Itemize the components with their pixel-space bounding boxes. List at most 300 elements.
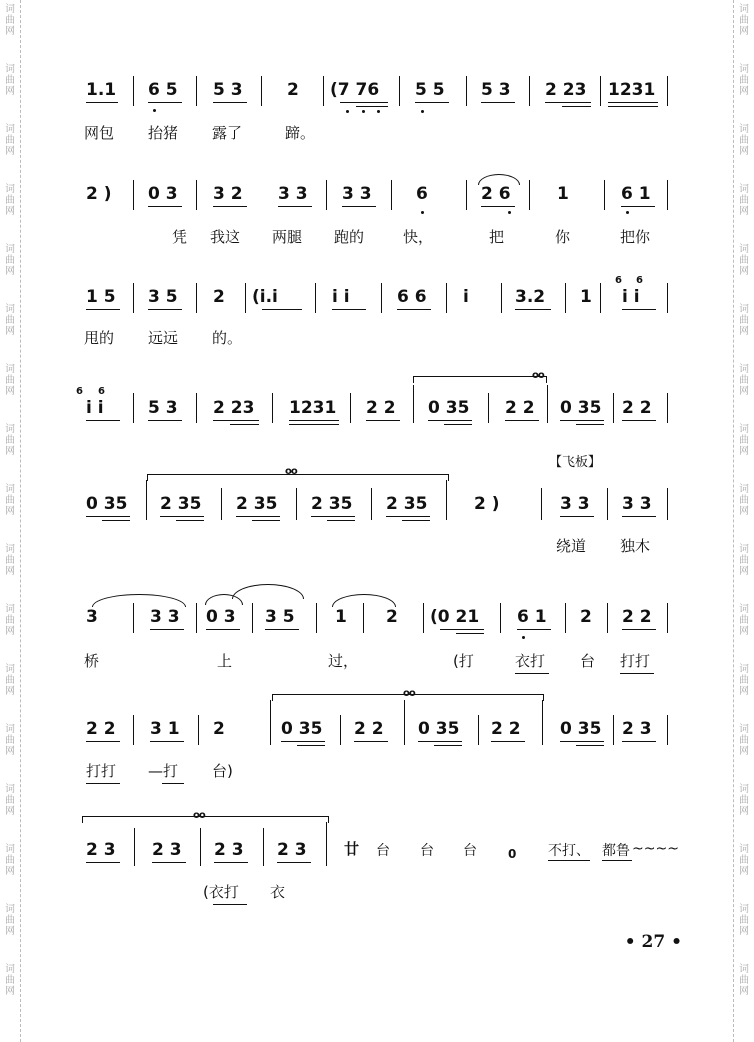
note-group: 2 2: [505, 398, 535, 418]
note-group: 3 3: [622, 494, 652, 514]
watermark-stamp: 词 曲 网: [5, 364, 15, 397]
note-group: (i.i: [252, 287, 278, 307]
note-group: (0 21: [430, 607, 480, 627]
note-group: 2: [213, 719, 225, 739]
note-group: 2 3: [277, 840, 307, 860]
lyric: 远远: [148, 329, 179, 347]
barline: [667, 715, 668, 745]
underline: [456, 633, 484, 634]
barline: [133, 180, 134, 210]
watermark-stamp: 词 曲 网: [739, 364, 749, 397]
note-group: 2 ): [86, 184, 112, 204]
lyric: 上: [217, 652, 233, 670]
note-group: 1.1: [86, 80, 117, 100]
barline: [466, 76, 467, 106]
note-group: 1: [557, 184, 569, 204]
lyric: 独木: [620, 537, 651, 555]
underline: [354, 741, 388, 742]
barline: [245, 283, 246, 313]
watermark-stamp: 词 曲 网: [739, 904, 749, 937]
barline: [196, 393, 197, 423]
underline: [86, 862, 120, 863]
tremolo-wave: ~~~~: [632, 841, 679, 857]
lyric: 把: [489, 228, 505, 246]
watermark-stamp: 词 曲 网: [739, 964, 749, 997]
barline: [133, 283, 134, 313]
watermark-stamp: 词 曲 网: [739, 124, 749, 157]
underline: [517, 629, 551, 630]
lyric: 绕道: [556, 537, 587, 555]
percussion-mark: 不打、: [548, 843, 590, 859]
right-watermark-strip: [732, 0, 754, 1042]
watermark-stamp: 词 曲 网: [5, 964, 15, 997]
note-group: 0 3: [206, 607, 236, 627]
underline: [622, 741, 656, 742]
lyric: 跑的: [334, 228, 365, 246]
barline: [381, 283, 382, 313]
barline: [607, 603, 608, 633]
watermark-stamp: 词 曲 网: [739, 604, 749, 637]
underline: [162, 783, 184, 784]
note-group: 1231: [608, 80, 656, 100]
note-group: 2 35: [236, 494, 278, 514]
low-octave-dot: [421, 211, 424, 214]
barline: [500, 603, 501, 633]
note-group: 1 5: [86, 287, 116, 307]
note-group: 3 5: [265, 607, 295, 627]
lyric: 甩的: [84, 329, 115, 347]
barline: [196, 180, 197, 210]
underline: [576, 745, 604, 746]
underline: [86, 102, 118, 103]
repeat-bracket: [147, 474, 449, 481]
barline: [252, 603, 253, 633]
lyric: 快，: [403, 228, 434, 246]
barline: [200, 828, 201, 866]
barline: [296, 488, 297, 520]
underline: [562, 106, 591, 107]
watermark-stamp: 词 曲 网: [739, 304, 749, 337]
note-group: i i: [332, 287, 350, 307]
underline: [148, 102, 182, 103]
note-group: 6 1: [621, 184, 651, 204]
barline: [547, 385, 548, 423]
note-group: 2 2: [622, 607, 652, 627]
watermark-stamp: 词 曲 网: [5, 484, 15, 517]
note-group: 2 3: [622, 719, 652, 739]
underline: [560, 516, 594, 517]
underline: [602, 860, 632, 861]
barline: [371, 488, 372, 520]
note-group: i: [463, 287, 469, 307]
barline: [133, 393, 134, 423]
barline: [542, 700, 543, 745]
barline: [221, 488, 222, 520]
watermark-stamp: 词 曲 网: [5, 244, 15, 277]
underline: [148, 309, 182, 310]
underline: [621, 206, 655, 207]
underline: [515, 309, 551, 310]
lyric: 台): [212, 762, 233, 780]
note-group: 1: [580, 287, 592, 307]
note-group: 2: [580, 607, 592, 627]
note-group: 6 5: [148, 80, 178, 100]
watermark-stamp: 词 曲 网: [5, 4, 15, 37]
watermark-stamp: 词 曲 网: [5, 724, 15, 757]
watermark-stamp: 词 曲 网: [739, 544, 749, 577]
watermark-stamp: 词 曲 网: [5, 664, 15, 697]
lyric: 网包: [84, 124, 115, 142]
section-label: 【飞板】: [549, 455, 602, 470]
lyric: 桥: [84, 652, 100, 670]
note-group: 2 2: [354, 719, 384, 739]
note-group: 2 2: [366, 398, 396, 418]
watermark-stamp: 词 曲 网: [5, 604, 15, 637]
repeat-sign: oo: [403, 688, 415, 699]
watermark-stamp: 词 曲 网: [739, 784, 749, 817]
underline: [262, 309, 302, 310]
underline: [418, 741, 462, 742]
underline: [342, 206, 376, 207]
barline: [340, 715, 341, 745]
barline: [134, 828, 135, 866]
note-group: 0 3: [148, 184, 178, 204]
low-octave-dot: [153, 109, 156, 112]
note-group: 5 3: [148, 398, 178, 418]
underline: [415, 102, 449, 103]
note-group: 2 3: [86, 840, 116, 860]
barline: [446, 283, 447, 313]
barline: [604, 180, 605, 210]
underline: [397, 309, 431, 310]
note-group: 2 2: [622, 398, 652, 418]
grace-note: 6: [98, 386, 105, 397]
barline: [326, 180, 327, 210]
underline: [545, 102, 591, 103]
barline: [323, 76, 324, 106]
barline: [399, 76, 400, 106]
barline: [667, 603, 668, 633]
underline: [86, 741, 120, 742]
lyric: 我这: [210, 228, 241, 246]
note-group: 2 35: [386, 494, 428, 514]
barline: [667, 488, 668, 520]
slur: [332, 594, 396, 607]
note-group: 0 35: [560, 398, 602, 418]
underline: [86, 420, 120, 421]
barline: [391, 180, 392, 210]
note-group: (7 76: [330, 80, 380, 100]
underline: [289, 424, 339, 425]
underline: [86, 309, 120, 310]
underline: [402, 520, 430, 521]
low-octave-dot: [377, 110, 380, 113]
underline: [213, 102, 247, 103]
watermark-stamp: 词 曲 网: [739, 484, 749, 517]
watermark-stamp: 词 曲 网: [5, 304, 15, 337]
barline: [541, 488, 542, 520]
underline: [214, 862, 248, 863]
underline: [289, 420, 339, 421]
note-group: 3: [86, 607, 98, 627]
underline: [327, 520, 355, 521]
barline: [316, 603, 317, 633]
underline: [622, 516, 656, 517]
underline: [428, 420, 472, 421]
note-group: 2 35: [160, 494, 202, 514]
note-group: 2 2: [86, 719, 116, 739]
grace-note: 6: [615, 275, 622, 286]
barline: [501, 283, 502, 313]
note-group: 3 3: [560, 494, 590, 514]
underline: [102, 520, 130, 521]
underline: [560, 420, 604, 421]
underline: [481, 102, 515, 103]
barline: [196, 603, 197, 633]
barline: [363, 603, 364, 633]
underline: [515, 673, 549, 674]
underline: [86, 783, 120, 784]
repeat-sign: oo: [532, 370, 544, 381]
watermark-stamp: 词 曲 网: [5, 544, 15, 577]
repeat-sign: oo: [285, 466, 297, 477]
note-group: 5 3: [481, 80, 511, 100]
underline: [340, 102, 388, 103]
underline: [608, 102, 658, 103]
underline: [444, 424, 472, 425]
percussion-mark: 台: [420, 843, 434, 859]
percussion-mark: 台: [376, 843, 390, 859]
underline: [491, 741, 525, 742]
low-octave-dot: [362, 110, 365, 113]
barline: [326, 822, 327, 866]
note-group: 2: [386, 607, 398, 627]
lyric: 打打: [620, 652, 651, 670]
note-group: 2 3: [152, 840, 182, 860]
note-group: 3 3: [150, 607, 180, 627]
watermark-stamp: 词 曲 网: [5, 424, 15, 457]
underline: [622, 420, 656, 421]
underline: [297, 745, 325, 746]
underline: [213, 420, 259, 421]
underline: [440, 629, 484, 630]
low-octave-dot: [508, 211, 511, 214]
underline: [481, 206, 515, 207]
lyric: 两腿: [272, 228, 303, 246]
percussion-mark: 0: [508, 847, 517, 861]
lyric: 台: [580, 652, 596, 670]
watermark-stamp: 词 曲 网: [739, 64, 749, 97]
watermark-stamp: 词 曲 网: [5, 124, 15, 157]
barline: [613, 393, 614, 423]
low-octave-dot: [626, 211, 629, 214]
note-group: 0 35: [560, 719, 602, 739]
underline: [252, 520, 280, 521]
underline: [548, 860, 590, 861]
underline: [236, 516, 280, 517]
note-group: 0 35: [281, 719, 323, 739]
underline: [148, 420, 182, 421]
barline: [196, 76, 197, 106]
barline: [315, 283, 316, 313]
barline: [565, 283, 566, 313]
repeat-bracket: [82, 816, 329, 823]
lyric: (衣打: [203, 883, 239, 901]
note-group: 2 23: [545, 80, 587, 100]
underline: [150, 629, 184, 630]
repeat-bracket: [413, 376, 547, 383]
low-octave-dot: [522, 636, 525, 639]
barline: [607, 488, 608, 520]
barline: [446, 480, 447, 520]
barline: [667, 180, 668, 210]
lyric: 过，: [328, 652, 359, 670]
lyric: 衣打: [515, 652, 546, 670]
underline: [160, 516, 204, 517]
low-octave-dot: [421, 110, 424, 113]
note-group: 5 5: [415, 80, 445, 100]
note-group: 6: [416, 184, 428, 204]
note-group: 2 2: [491, 719, 521, 739]
lyric: 的。: [212, 329, 243, 347]
slur: [92, 594, 186, 607]
barline: [146, 480, 147, 520]
lyric: 蹄。: [285, 124, 316, 142]
lyric: 打打: [86, 762, 117, 780]
underline: [176, 520, 204, 521]
watermark-stamp: 词 曲 网: [5, 184, 15, 217]
underline: [576, 424, 604, 425]
barline: [350, 393, 351, 423]
underline: [386, 516, 430, 517]
underline: [608, 106, 658, 107]
note-group: 3 1: [150, 719, 180, 739]
note-group: 1: [335, 607, 347, 627]
note-group: 2 3: [214, 840, 244, 860]
barline: [565, 603, 566, 633]
note-group: i i: [86, 398, 104, 418]
barline: [198, 715, 199, 745]
note-group: 0 35: [418, 719, 460, 739]
barline: [667, 393, 668, 423]
watermark-stamp: 词 曲 网: [739, 184, 749, 217]
underline: [332, 309, 366, 310]
underline: [277, 862, 311, 863]
underline: [265, 629, 299, 630]
note-group: i i: [622, 287, 640, 307]
note-group: 2 6: [481, 184, 511, 204]
page-number: • 27 •: [624, 932, 682, 952]
barline: [466, 180, 467, 210]
barline: [488, 393, 489, 423]
underline: [281, 741, 325, 742]
barline: [196, 283, 197, 313]
note-group: 3 2: [213, 184, 243, 204]
lyric: 你: [555, 228, 571, 246]
note-group: 6 6: [397, 287, 427, 307]
note-group: 2 ): [474, 494, 500, 514]
barline: [529, 76, 530, 106]
barline: [423, 603, 424, 633]
barline: [529, 180, 530, 210]
watermark-stamp: 词 曲 网: [739, 664, 749, 697]
repeat-sign: oo: [193, 810, 205, 821]
percussion-mark: 台: [463, 843, 477, 859]
barline: [478, 715, 479, 745]
underline: [620, 673, 654, 674]
note-group: 6 1: [517, 607, 547, 627]
note-group: 0 35: [86, 494, 128, 514]
watermark-stamp: 词 曲 网: [739, 244, 749, 277]
barline: [261, 76, 262, 106]
lyric: 凭: [172, 228, 188, 246]
barline: [667, 283, 668, 313]
barline: [133, 603, 134, 633]
barline: [667, 76, 668, 106]
note-group: 2 35: [311, 494, 353, 514]
underline: [622, 629, 656, 630]
note-group: 0 35: [428, 398, 470, 418]
underline: [213, 904, 247, 905]
note-group: 3.2: [515, 287, 546, 307]
watermark-stamp: 词 曲 网: [5, 844, 15, 877]
barline: [133, 76, 134, 106]
underline: [366, 420, 400, 421]
watermark-stamp: 词 曲 网: [739, 724, 749, 757]
barline: [133, 715, 134, 745]
watermark-stamp: 词 曲 网: [5, 784, 15, 817]
note-group: 5 3: [213, 80, 243, 100]
barline: [413, 385, 414, 423]
lyric: (打: [453, 652, 474, 670]
barline: [404, 700, 405, 745]
barline: [263, 828, 264, 866]
underline: [150, 741, 184, 742]
lyric: 把你: [620, 228, 651, 246]
watermark-stamp: 词 曲 网: [739, 844, 749, 877]
underline: [622, 309, 656, 310]
barline: [272, 393, 273, 423]
lyric: 露了: [212, 124, 243, 142]
underline: [86, 516, 130, 517]
barline: [270, 700, 271, 745]
watermark-stamp: 词 曲 网: [5, 904, 15, 937]
underline: [311, 516, 355, 517]
note-group: 2: [213, 287, 225, 307]
barline: [600, 283, 601, 313]
lyric: —打: [148, 762, 179, 780]
note-group: 3 3: [342, 184, 372, 204]
percussion-mark: 廿: [344, 840, 360, 858]
lyric: 抬猪: [148, 124, 179, 142]
lyric: 衣: [270, 883, 286, 901]
grace-note: 6: [636, 275, 643, 286]
barline: [600, 76, 601, 106]
grace-note: 6: [76, 386, 83, 397]
slur: [232, 584, 304, 599]
note-group: 3 5: [148, 287, 178, 307]
note-group: 2: [287, 80, 299, 100]
underline: [434, 745, 462, 746]
note-group: 1231: [289, 398, 337, 418]
underline: [230, 424, 259, 425]
underline: [148, 206, 182, 207]
underline: [356, 106, 388, 107]
watermark-stamp: 词 曲 网: [739, 4, 749, 37]
note-group: 2 23: [213, 398, 255, 418]
underline: [152, 862, 186, 863]
percussion-mark: 都鲁: [602, 843, 630, 859]
